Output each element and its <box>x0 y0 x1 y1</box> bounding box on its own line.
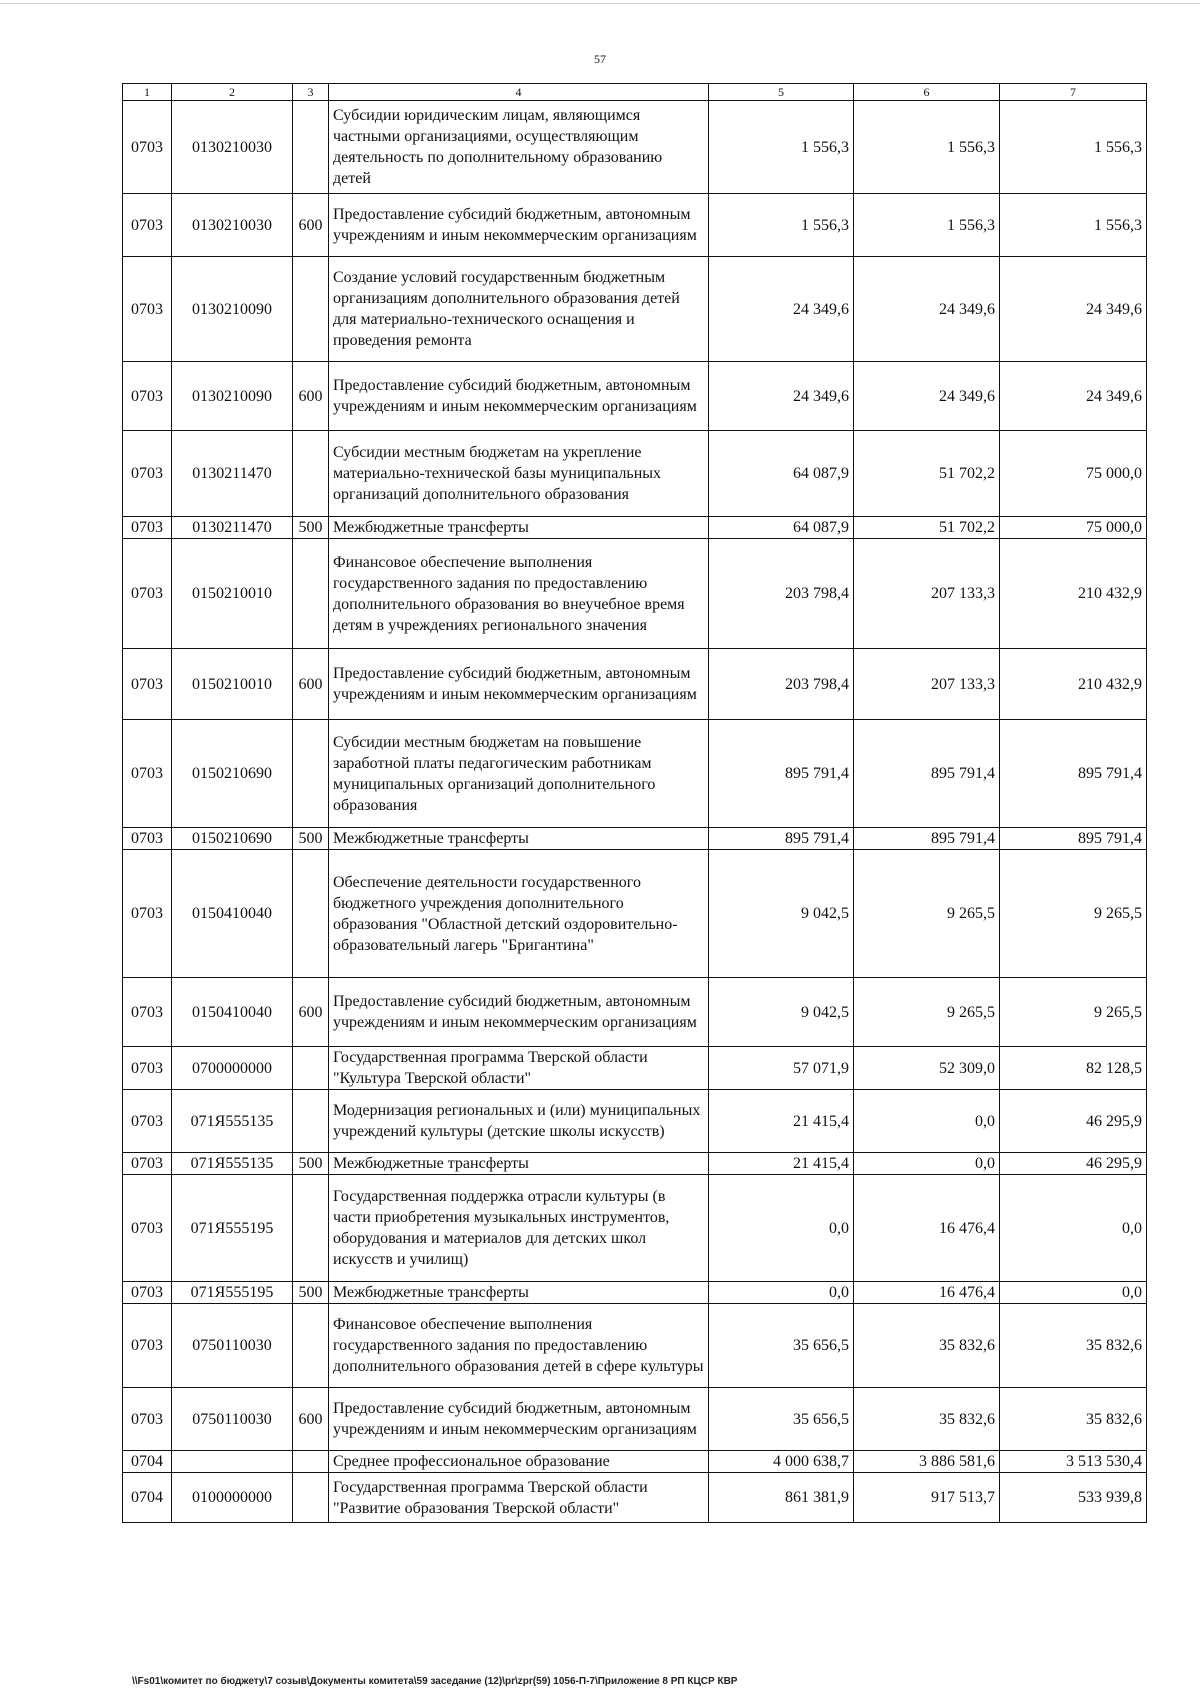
section-code-cell: 0703 <box>123 828 172 850</box>
amount-col5-cell: 203 798,4 <box>709 649 854 720</box>
amount-col6-cell: 51 702,2 <box>854 517 1000 539</box>
target-article-cell: 0130210030 <box>172 194 293 257</box>
amount-col5-cell: 203 798,4 <box>709 539 854 649</box>
section-code-cell: 0703 <box>123 431 172 517</box>
section-code-cell: 0704 <box>123 1473 172 1523</box>
table-row <box>123 1473 1147 1523</box>
amount-col6-cell: 1 556,3 <box>854 101 1000 194</box>
amount-col7-cell: 1 556,3 <box>1000 194 1147 257</box>
expense-kind-cell <box>293 1473 329 1523</box>
amount-col7-cell: 210 432,9 <box>1000 649 1147 720</box>
column-header: 6 <box>854 84 1000 101</box>
expense-kind-cell <box>293 257 329 362</box>
expense-kind-cell: 600 <box>293 362 329 431</box>
amount-col5-cell: 24 349,6 <box>709 257 854 362</box>
table-row <box>123 1047 1147 1090</box>
amount-col7-cell: 9 265,5 <box>1000 850 1147 978</box>
amount-col6-cell: 35 832,6 <box>854 1388 1000 1451</box>
section-code-cell: 0703 <box>123 1304 172 1388</box>
expense-kind-cell <box>293 720 329 828</box>
expense-kind-cell <box>293 101 329 194</box>
expense-kind-cell <box>293 1175 329 1282</box>
section-code-cell: 0703 <box>123 539 172 649</box>
target-article-cell: 071Я555135 <box>172 1153 293 1175</box>
page-number: 57 <box>594 52 606 66</box>
amount-col6-cell: 24 349,6 <box>854 257 1000 362</box>
amount-col6-cell: 16 476,4 <box>854 1175 1000 1282</box>
amount-col5-cell: 35 656,5 <box>709 1304 854 1388</box>
amount-col7-cell: 35 832,6 <box>1000 1388 1147 1451</box>
item-name-cell: Предоставление субсидий бюджетным, автономным учреждениям и иным некоммерческим организациям <box>329 978 709 1047</box>
amount-col7-cell: 9 265,5 <box>1000 978 1147 1047</box>
target-article-cell: 0150210690 <box>172 720 293 828</box>
amount-col7-cell: 75 000,0 <box>1000 431 1147 517</box>
item-name-cell: Субсидии местным бюджетам на повышение заработной платы педагогическим работникам муниципальных организаций дополнительного образования <box>329 720 709 828</box>
section-code-cell: 0703 <box>123 720 172 828</box>
amount-col6-cell: 51 702,2 <box>854 431 1000 517</box>
expense-kind-cell: 500 <box>293 1282 329 1304</box>
amount-col5-cell: 1 556,3 <box>709 194 854 257</box>
amount-col6-cell: 0,0 <box>854 1090 1000 1153</box>
target-article-cell: 0150210010 <box>172 539 293 649</box>
amount-col7-cell: 46 295,9 <box>1000 1090 1147 1153</box>
column-header: 2 <box>172 84 293 101</box>
table-row <box>123 828 1147 850</box>
amount-col6-cell: 207 133,3 <box>854 649 1000 720</box>
amount-col5-cell: 57 071,9 <box>709 1047 854 1090</box>
file-path-footer: \\Fs01\комитет по бюджету\7 созыв\Документы комитета\59 заседание (12)\pr\zpr(59) 1056-П-7\Приложение 8 РП КЦСР КВР <box>132 1676 738 1687</box>
expense-kind-cell <box>293 1451 329 1473</box>
section-code-cell: 0703 <box>123 517 172 539</box>
column-header: 3 <box>293 84 329 101</box>
target-article-cell: 0100000000 <box>172 1473 293 1523</box>
amount-col5-cell: 0,0 <box>709 1175 854 1282</box>
column-number-row <box>123 84 1147 101</box>
section-code-cell: 0704 <box>123 1451 172 1473</box>
amount-col7-cell: 0,0 <box>1000 1282 1147 1304</box>
target-article-cell: 0700000000 <box>172 1047 293 1090</box>
amount-col7-cell: 46 295,9 <box>1000 1153 1147 1175</box>
expense-kind-cell: 600 <box>293 1388 329 1451</box>
target-article-cell: 0130210030 <box>172 101 293 194</box>
table-row <box>123 1153 1147 1175</box>
table-row <box>123 1304 1147 1388</box>
amount-col5-cell: 24 349,6 <box>709 362 854 431</box>
section-code-cell: 0703 <box>123 101 172 194</box>
amount-col6-cell: 35 832,6 <box>854 1304 1000 1388</box>
item-name-cell: Создание условий государственным бюджетным организациям дополнительного образования детей для материально-технического оснащения и проведения ремонта <box>329 257 709 362</box>
expense-kind-cell: 500 <box>293 1153 329 1175</box>
amount-col5-cell: 21 415,4 <box>709 1153 854 1175</box>
expense-kind-cell: 600 <box>293 194 329 257</box>
item-name-cell: Субсидии юридическим лицам, являющимся частными организациями, осуществляющим деятельность по дополнительному образованию детей <box>329 101 709 194</box>
expense-kind-cell <box>293 1090 329 1153</box>
section-code-cell: 0703 <box>123 1282 172 1304</box>
item-name-cell: Модернизация региональных и (или) муниципальных учреждений культуры (детские школы искусств) <box>329 1090 709 1153</box>
section-code-cell: 0703 <box>123 1175 172 1282</box>
scan-edge-line <box>0 3 1200 4</box>
expense-kind-cell: 500 <box>293 517 329 539</box>
expense-kind-cell <box>293 1047 329 1090</box>
table-row <box>123 978 1147 1047</box>
target-article-cell: 0150210690 <box>172 828 293 850</box>
amount-col5-cell: 21 415,4 <box>709 1090 854 1153</box>
amount-col6-cell: 9 265,5 <box>854 978 1000 1047</box>
item-name-cell: Предоставление субсидий бюджетным, автономным учреждениям и иным некоммерческим организациям <box>329 1388 709 1451</box>
amount-col6-cell: 16 476,4 <box>854 1282 1000 1304</box>
amount-col7-cell: 75 000,0 <box>1000 517 1147 539</box>
expense-kind-cell <box>293 1304 329 1388</box>
table-row <box>123 194 1147 257</box>
table-row <box>123 649 1147 720</box>
table-row <box>123 362 1147 431</box>
amount-col7-cell: 895 791,4 <box>1000 828 1147 850</box>
column-header: 4 <box>329 84 709 101</box>
amount-col6-cell: 0,0 <box>854 1153 1000 1175</box>
section-code-cell: 0703 <box>123 362 172 431</box>
amount-col5-cell: 861 381,9 <box>709 1473 854 1523</box>
expense-kind-cell <box>293 431 329 517</box>
column-header: 7 <box>1000 84 1147 101</box>
amount-col6-cell: 1 556,3 <box>854 194 1000 257</box>
budget-table <box>122 83 1147 1523</box>
amount-col5-cell: 0,0 <box>709 1282 854 1304</box>
section-code-cell: 0703 <box>123 850 172 978</box>
amount-col6-cell: 895 791,4 <box>854 720 1000 828</box>
table-row <box>123 1175 1147 1282</box>
table-row <box>123 720 1147 828</box>
amount-col6-cell: 52 309,0 <box>854 1047 1000 1090</box>
table-row <box>123 850 1147 978</box>
amount-col7-cell: 3 513 530,4 <box>1000 1451 1147 1473</box>
amount-col6-cell: 24 349,6 <box>854 362 1000 431</box>
amount-col6-cell: 895 791,4 <box>854 828 1000 850</box>
expense-kind-cell <box>293 850 329 978</box>
amount-col7-cell: 1 556,3 <box>1000 101 1147 194</box>
item-name-cell: Среднее профессиональное образование <box>329 1451 709 1473</box>
column-header: 5 <box>709 84 854 101</box>
table-row <box>123 1282 1147 1304</box>
amount-col5-cell: 895 791,4 <box>709 720 854 828</box>
amount-col7-cell: 0,0 <box>1000 1175 1147 1282</box>
section-code-cell: 0703 <box>123 1153 172 1175</box>
target-article-cell: 0750110030 <box>172 1304 293 1388</box>
item-name-cell: Государственная программа Тверской области "Культура Тверской области" <box>329 1047 709 1090</box>
amount-col6-cell: 9 265,5 <box>854 850 1000 978</box>
table-row <box>123 431 1147 517</box>
section-code-cell: 0703 <box>123 1090 172 1153</box>
target-article-cell: 0130211470 <box>172 517 293 539</box>
table-row <box>123 1451 1147 1473</box>
table-row <box>123 1388 1147 1451</box>
target-article-cell: 071Я555195 <box>172 1175 293 1282</box>
amount-col5-cell: 9 042,5 <box>709 978 854 1047</box>
expense-kind-cell: 600 <box>293 978 329 1047</box>
item-name-cell: Субсидии местным бюджетам на укрепление материально-технической базы муниципальных организаций дополнительного образования <box>329 431 709 517</box>
item-name-cell: Предоставление субсидий бюджетным, автономным учреждениям и иным некоммерческим организациям <box>329 362 709 431</box>
section-code-cell: 0703 <box>123 649 172 720</box>
item-name-cell: Предоставление субсидий бюджетным, автономным учреждениям и иным некоммерческим организациям <box>329 194 709 257</box>
amount-col7-cell: 82 128,5 <box>1000 1047 1147 1090</box>
target-article-cell: 071Я555135 <box>172 1090 293 1153</box>
table-row <box>123 539 1147 649</box>
target-article-cell: 0130210090 <box>172 257 293 362</box>
expense-kind-cell: 600 <box>293 649 329 720</box>
item-name-cell: Межбюджетные трансферты <box>329 828 709 850</box>
table-row <box>123 257 1147 362</box>
amount-col7-cell: 895 791,4 <box>1000 720 1147 828</box>
item-name-cell: Межбюджетные трансферты <box>329 1282 709 1304</box>
amount-col6-cell: 917 513,7 <box>854 1473 1000 1523</box>
item-name-cell: Финансовое обеспечение выполнения государственного задания по предоставлению дополнительного образования детей в сфере культуры <box>329 1304 709 1388</box>
target-article-cell: 0150210010 <box>172 649 293 720</box>
item-name-cell: Государственная поддержка отрасли культуры (в части приобретения музыкальных инструментов, оборудования и материалов для детских школ искусств и училищ) <box>329 1175 709 1282</box>
table-row <box>123 517 1147 539</box>
amount-col5-cell: 9 042,5 <box>709 850 854 978</box>
item-name-cell: Обеспечение деятельности государственного бюджетного учреждения дополнительного образования "Областной детский оздоровительно-образовательный лагерь "Бригантина" <box>329 850 709 978</box>
section-code-cell: 0703 <box>123 978 172 1047</box>
amount-col7-cell: 533 939,8 <box>1000 1473 1147 1523</box>
target-article-cell <box>172 1451 293 1473</box>
amount-col6-cell: 3 886 581,6 <box>854 1451 1000 1473</box>
amount-col5-cell: 64 087,9 <box>709 431 854 517</box>
target-article-cell: 0750110030 <box>172 1388 293 1451</box>
target-article-cell: 0130211470 <box>172 431 293 517</box>
amount-col7-cell: 24 349,6 <box>1000 362 1147 431</box>
target-article-cell: 0150410040 <box>172 978 293 1047</box>
table-row <box>123 101 1147 194</box>
amount-col7-cell: 210 432,9 <box>1000 539 1147 649</box>
item-name-cell: Предоставление субсидий бюджетным, автономным учреждениям и иным некоммерческим организациям <box>329 649 709 720</box>
section-code-cell: 0703 <box>123 257 172 362</box>
amount-col7-cell: 35 832,6 <box>1000 1304 1147 1388</box>
column-header: 1 <box>123 84 172 101</box>
amount-col5-cell: 895 791,4 <box>709 828 854 850</box>
table-row <box>123 1090 1147 1153</box>
amount-col7-cell: 24 349,6 <box>1000 257 1147 362</box>
item-name-cell: Межбюджетные трансферты <box>329 1153 709 1175</box>
item-name-cell: Государственная программа Тверской области "Развитие образования Тверской области" <box>329 1473 709 1523</box>
target-article-cell: 071Я555195 <box>172 1282 293 1304</box>
section-code-cell: 0703 <box>123 1047 172 1090</box>
amount-col5-cell: 4 000 638,7 <box>709 1451 854 1473</box>
item-name-cell: Финансовое обеспечение выполнения государственного задания по предоставлению дополнительного образования во внеучебное время детям в учреждениях регионального значения <box>329 539 709 649</box>
amount-col5-cell: 64 087,9 <box>709 517 854 539</box>
target-article-cell: 0150410040 <box>172 850 293 978</box>
amount-col5-cell: 1 556,3 <box>709 101 854 194</box>
section-code-cell: 0703 <box>123 1388 172 1451</box>
section-code-cell: 0703 <box>123 194 172 257</box>
target-article-cell: 0130210090 <box>172 362 293 431</box>
expense-kind-cell: 500 <box>293 828 329 850</box>
amount-col5-cell: 35 656,5 <box>709 1388 854 1451</box>
amount-col6-cell: 207 133,3 <box>854 539 1000 649</box>
expense-kind-cell <box>293 539 329 649</box>
item-name-cell: Межбюджетные трансферты <box>329 517 709 539</box>
